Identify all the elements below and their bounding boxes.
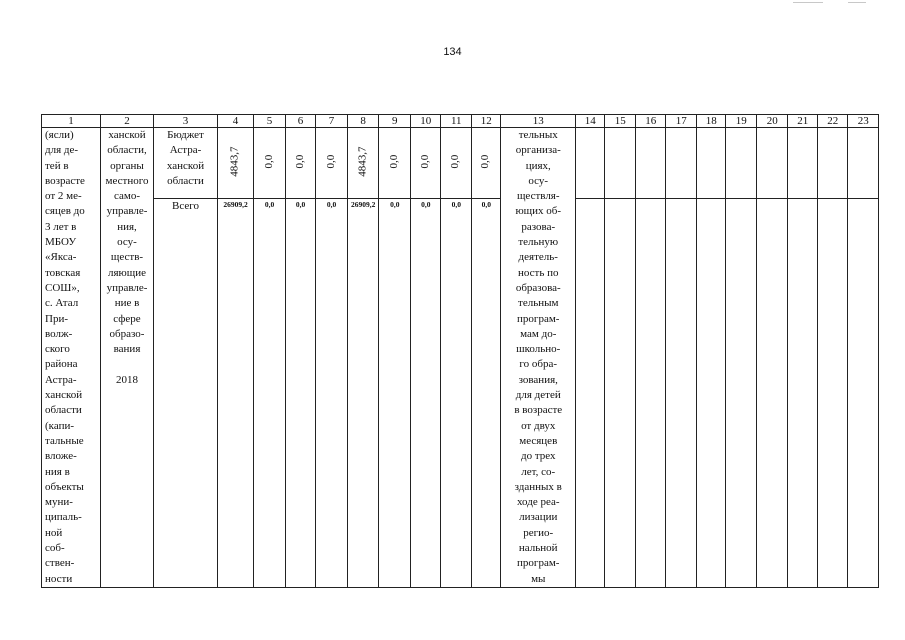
col2-line: осу- [117,236,137,249]
empty-cell [605,198,636,587]
col1-line: ния в [45,465,70,478]
empty-cell [576,198,605,587]
col1-line: ствен- [45,557,75,570]
budget-value-cell [316,128,348,199]
col1-line: (ясли) [45,129,74,141]
empty-cell [788,198,818,587]
col13-line: лизации [519,511,558,524]
col2-line: управле- [106,205,148,218]
empty-cell [636,128,666,199]
funding-source-total: Всего [154,198,218,587]
budget-value-cell [411,128,441,199]
column-number: 11 [441,115,472,128]
scan-mark [848,2,866,3]
empty-cell [636,198,666,587]
column-number-row [42,115,879,128]
budget-value-cell [379,128,411,199]
budget-value: 0,0 [293,154,306,169]
column-number: 19 [726,115,757,128]
col1-line: ханской [45,389,83,402]
total-row [42,198,879,587]
col1-line: возрасте [45,174,85,187]
col13-line: нальной [518,542,558,555]
object-name-cell [42,128,101,588]
col1-line: объекты [45,480,84,493]
col2-line: органы [110,159,144,172]
column-number: 6 [286,115,316,128]
budget-row [42,128,879,199]
total-value: 0,0 [472,198,501,587]
col13-line: образова- [515,281,561,294]
col1-line: СОШ», [45,281,80,294]
col1-line: от 2 ме- [45,190,82,203]
total-value: 0,0 [254,198,286,587]
budget-value: 0,0 [324,154,337,169]
empty-cell [726,198,757,587]
budget-value-cell [348,128,379,199]
col13-line: тельную [518,236,559,249]
col13-line: от двух [521,419,556,432]
column-number: 1 [42,115,101,128]
budget-value: 0,0 [262,154,275,169]
total-value: 0,0 [441,198,472,587]
column-number: 2 [101,115,154,128]
column-number: 3 [154,115,218,128]
col1-line: тальные [45,434,84,447]
empty-cell [848,198,879,587]
empty-cell [666,198,697,587]
col1-line: При- [45,312,68,325]
column-number: 4 [218,115,254,128]
col1-line: товская [45,266,81,279]
budget-source-line: Бюджет [167,129,204,141]
column-number: 7 [316,115,348,128]
col2-line: ние в [114,297,140,310]
col1-line: сяцев до [45,205,85,218]
budget-value-cell [472,128,501,199]
col13-line: го обра- [519,358,558,371]
column-number: 23 [848,115,879,128]
empty-cell [788,128,818,199]
col13-line: зования, [518,373,558,386]
empty-cell [757,198,788,587]
col13-line: лет, со- [521,465,556,478]
col1-line: Астра- [45,373,77,386]
description-cell [501,128,576,588]
funding-source-budget [154,128,218,199]
empty-cell [818,128,848,199]
col1-line: с. Атал [45,297,79,310]
col13-line: ность по [517,266,559,279]
empty-cell [726,128,757,199]
col2-line: ния, [117,220,137,233]
col13-line: деятель- [518,251,558,264]
total-value: 0,0 [411,198,441,587]
col2-line: области, [107,144,147,157]
col13-line: ющих об- [515,205,562,218]
budget-value: 4843,7 [228,146,241,177]
empty-cell [697,198,726,587]
col2-line: ществ- [110,251,144,264]
col2-line: местного [105,174,149,187]
budget-value-cell [254,128,286,199]
budget-value: 0,0 [419,154,432,169]
empty-cell [605,128,636,199]
col1-line: ского [45,343,70,356]
col13-line: зданных в [514,480,562,493]
budget-value-cell [286,128,316,199]
col13-line: организа- [515,144,561,157]
customer-cell [101,128,154,588]
col2-line: управле- [106,281,148,294]
col2-line: вания [113,343,141,356]
col2-line: ханской [108,129,146,141]
col1-line: волж- [45,327,73,340]
budget-source-line: Астра- [169,144,202,157]
col13-line: мы [531,572,546,585]
col1-line: тей в [45,159,69,172]
budget-source-line: ханской [166,159,205,172]
col1-line: 3 лет в [45,220,77,233]
budget-source-line: области [167,174,204,187]
column-number: 10 [411,115,441,128]
empty-cell [666,128,697,199]
page-number: 134 [443,46,462,58]
budget-value-cell [441,128,472,199]
column-number: 15 [605,115,636,128]
empty-cell [757,128,788,199]
col1-line: для де- [45,144,79,157]
col13-line: в возрасте [514,404,563,417]
column-number: 8 [348,115,379,128]
col13-line: регио- [523,526,554,539]
col1-line: ности [45,572,73,585]
column-number: 17 [666,115,697,128]
total-value: 0,0 [379,198,411,587]
col1-line: области [45,404,82,417]
col13-line: школьно- [516,343,561,356]
col1-line: района [45,358,78,371]
total-value: 0,0 [286,198,316,587]
total-value: 0,0 [316,198,348,587]
budget-value: 0,0 [479,154,492,169]
col2-line: 2018 [116,373,138,386]
col13-line: тельных [518,129,558,141]
col13-line: разова- [521,220,556,233]
column-number: 9 [379,115,411,128]
col1-line: (капи- [45,419,75,432]
total-value: 26909,2 [348,198,379,587]
col1-line: ципаль- [45,511,82,524]
col2-line: само- [113,190,141,203]
column-number: 12 [472,115,501,128]
column-number: 5 [254,115,286,128]
budget-value-cell [218,128,254,199]
budget-value: 4843,7 [356,146,369,177]
column-number: 18 [697,115,726,128]
column-number: 13 [501,115,576,128]
program-table [41,114,879,588]
col1-line: ной [45,526,63,539]
col13-line: тельным [518,297,559,310]
col13-line: месяцев [519,434,558,447]
col13-line: циях, [525,159,551,172]
col1-line: «Якса- [45,251,77,264]
col13-line: до трех [520,450,556,463]
column-number: 22 [818,115,848,128]
col13-line: ходе реа- [516,496,560,509]
empty-cell [697,128,726,199]
empty-cell [576,128,605,199]
col1-line: вложе- [45,450,77,463]
budget-value: 0,0 [388,154,401,169]
col2-line: сфере [113,312,141,325]
col2-line: образо- [109,327,145,340]
col13-line: осу- [528,174,549,187]
column-number: 20 [757,115,788,128]
col13-line: програм- [517,557,560,570]
column-number: 16 [636,115,666,128]
budget-value: 0,0 [449,154,462,169]
col1-line: муни- [45,496,73,509]
col2-line: ляющие [107,266,146,279]
col2-line [101,357,153,372]
col13-line: мам до- [520,327,557,340]
col13-line: для детей [515,389,561,402]
scan-mark [793,2,823,3]
col1-line: соб- [45,542,65,555]
column-number: 21 [788,115,818,128]
empty-cell [818,198,848,587]
column-number: 14 [576,115,605,128]
col1-line: МБОУ [45,236,77,249]
col13-line: ществля- [516,190,560,203]
empty-cell [848,128,879,199]
total-value: 26909,2 [218,198,254,587]
col13-line: програм- [517,312,560,325]
